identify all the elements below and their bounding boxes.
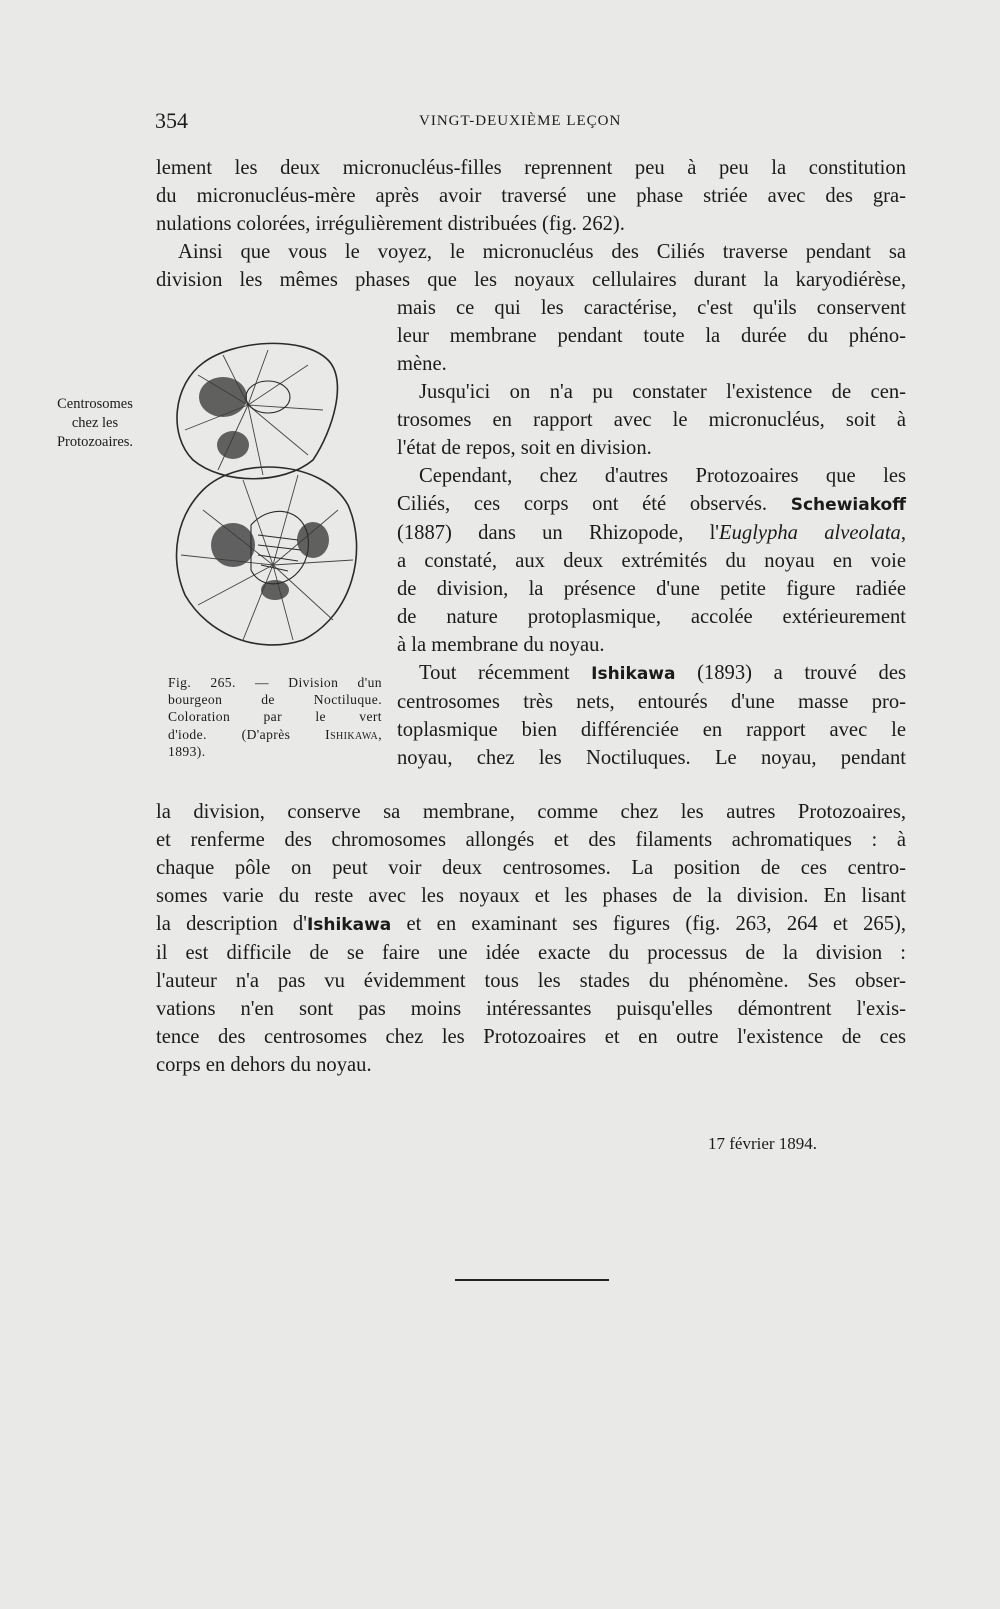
- noctiluca-illustration: [163, 335, 385, 671]
- text-line: centrosomes très nets, entourés d'une masse pro-: [397, 691, 906, 713]
- text-line: Tout récemment Ishikawa (1893) a trouvé des: [419, 662, 906, 684]
- text-line: (1887) dans un Rhizopode, l'Euglypha alveolata,: [397, 522, 906, 544]
- margin-note-line: Centrosomes: [57, 396, 133, 412]
- text-line: somes varie du reste avec les noyaux et les phases de la division. En lisant: [156, 885, 906, 907]
- text-line: lement les deux micronucléus-filles reprennent peu à peu la constitution: [156, 157, 906, 179]
- text-line: mais ce qui les caractérise, c'est qu'ils conservent: [397, 297, 906, 319]
- text-line: il est difficile de se faire une idée exacte du processus de la division :: [156, 942, 906, 964]
- text-line: noyau, chez les Noctiluques. Le noyau, pendant: [397, 747, 906, 769]
- text-line: Jusqu'ici on n'a pu constater l'existence de cen-: [419, 381, 906, 403]
- author-name: Ishikawa: [325, 726, 379, 742]
- caption-line: Coloration par le vert: [168, 709, 382, 725]
- figure-noctiluca-division: [163, 335, 385, 671]
- text-block-side: [397, 294, 906, 772]
- text-line: la description d'Ishikawa et en examinant ses figures (fig. 263, 264 et 265),: [156, 913, 907, 935]
- text-line: à la membrane du noyau.: [397, 634, 605, 656]
- text-line: Ciliés, ces corps ont été observés. Schewiakoff: [397, 493, 906, 515]
- margin-note: [40, 395, 150, 452]
- text-line: du micronucléus-mère après avoir traversé une phase striée avec des gra-: [156, 185, 906, 207]
- page-number: 354: [155, 108, 188, 133]
- text-line: de nature protoplasmique, accolée extérieurement: [397, 606, 906, 628]
- caption-line: bourgeon de Noctiluque.: [168, 692, 382, 708]
- caption-line: 1893).: [168, 743, 206, 759]
- page-header: [155, 108, 890, 138]
- text-line: Ainsi que vous le voyez, le micronucléus des Ciliés traverse pendant sa: [178, 241, 906, 263]
- author-name: Ishikawa: [306, 915, 392, 935]
- margin-note-line: chez les: [71, 415, 119, 431]
- author-name: Schewiakoff: [790, 495, 906, 515]
- figure-caption: [168, 674, 382, 760]
- text-line: nulations colorées, irrégulièrement distribuées (fig. 262).: [156, 213, 625, 235]
- text-line: et renferme des chromosomes allongés et des filaments achromatiques : à: [156, 829, 906, 851]
- text-line: division les mêmes phases que les noyaux cellulaires durant la karyodiérèse,: [156, 269, 906, 291]
- text-line: de division, la présence d'une petite figure radiée: [397, 578, 906, 600]
- text-line: chaque pôle on peut voir deux centrosomes. La position de ces centro-: [156, 857, 906, 879]
- caption-line: d'iode. (D'après Ishikawa,: [168, 726, 382, 742]
- text-line: trosomes en rapport avec le micronucléus, soit à: [397, 409, 906, 431]
- text-line: corps en dehors du noyau.: [156, 1054, 372, 1076]
- text-line: leur membrane pendant toute la durée du phéno-: [397, 325, 906, 347]
- closing-rule: [455, 1279, 609, 1281]
- text-line: vations n'en sont pas moins intéressantes puisqu'elles démontrent l'exis-: [156, 998, 906, 1020]
- text-line: l'auteur n'a pas vu évidemment tous les stades du phénomène. Ses obser-: [156, 970, 906, 992]
- text-line: tence des centrosomes chez les Protozoaires et en outre l'existence de ces: [156, 1026, 906, 1048]
- text-line: toplasmique bien différenciée en rapport avec le: [397, 719, 906, 741]
- text-line: Cependant, chez d'autres Protozoaires que les: [419, 465, 906, 487]
- text-line: la division, conserve sa membrane, comme chez les autres Protozoaires,: [156, 801, 906, 823]
- text-block-bottom: [156, 798, 906, 1079]
- caption-line: Fig. 265. — Division d'un: [168, 675, 382, 690]
- text-line: mène.: [397, 353, 447, 375]
- running-head: VINGT-DEUXIÈME LEÇON: [419, 113, 622, 129]
- margin-note-line: Protozoaires.: [56, 434, 134, 450]
- text-line: a constaté, aux deux extrémités du noyau en voie: [397, 550, 906, 572]
- lecture-date: 17 février 1894.: [708, 1134, 818, 1153]
- species-name: Euglypha alveolata: [719, 522, 901, 544]
- text-block-top: [156, 154, 906, 294]
- author-name: Ishikawa: [591, 664, 676, 684]
- text-line: l'état de repos, soit en division.: [397, 437, 652, 459]
